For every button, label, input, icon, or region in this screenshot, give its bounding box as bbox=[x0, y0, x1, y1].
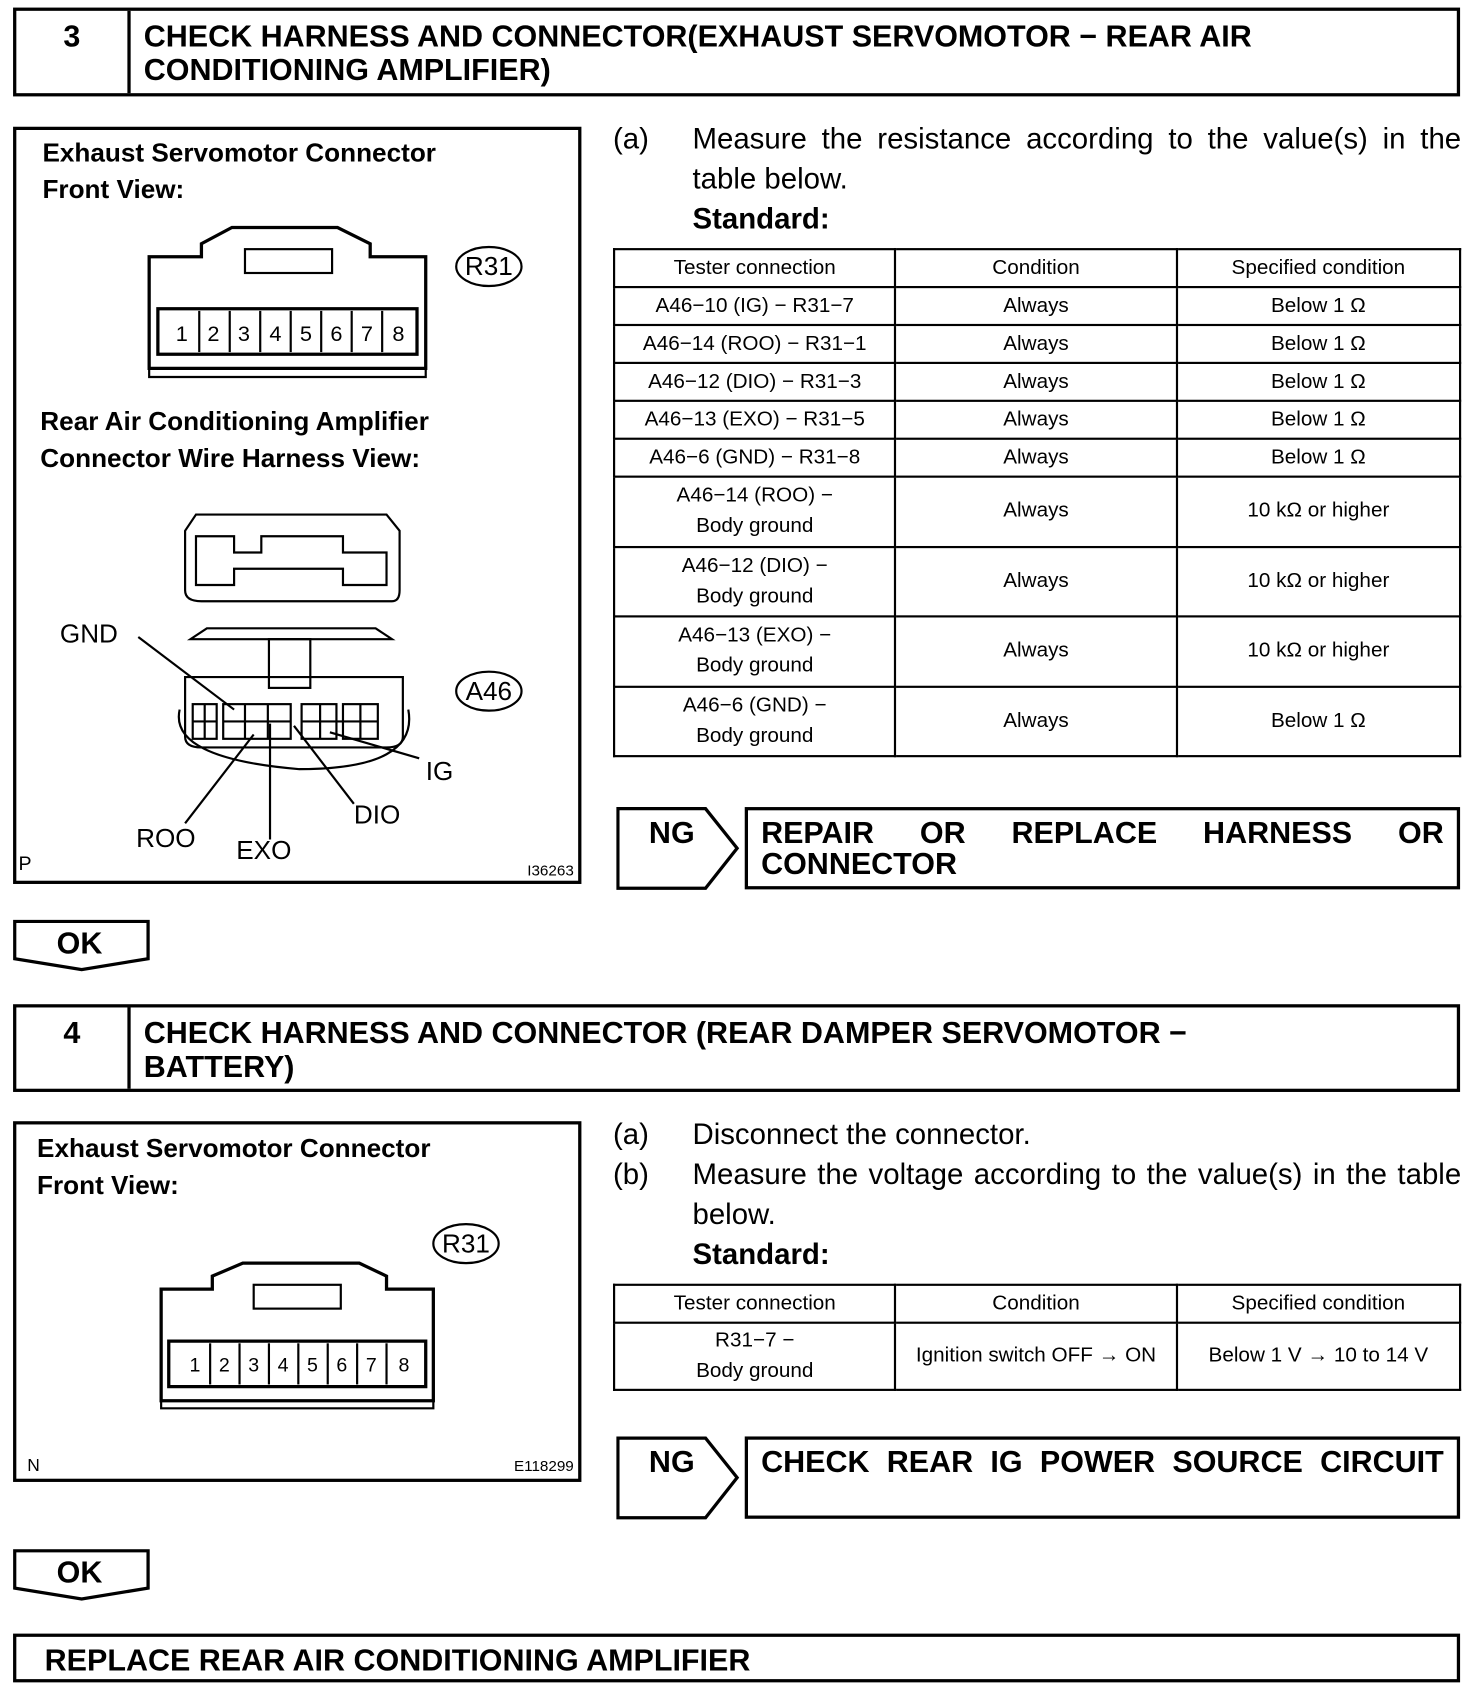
standard-label: Standard: bbox=[692, 1238, 830, 1271]
word: REPAIR bbox=[761, 815, 875, 850]
corner-letter: N bbox=[27, 1455, 40, 1476]
cell-text: A46−13 (EXO) − bbox=[678, 624, 832, 648]
figure-label-line: Rear Air Conditioning Amplifier bbox=[40, 407, 429, 437]
instruction-text: table below. bbox=[692, 162, 848, 195]
step-tag: (a) bbox=[612, 122, 649, 155]
word: POWER bbox=[1039, 1445, 1156, 1479]
condition-cell: Always bbox=[895, 686, 1176, 756]
cell-text: A46−6 (GND) − R31−8 bbox=[649, 445, 861, 469]
tester-connection-cell bbox=[614, 616, 895, 686]
connector-diagram bbox=[16, 1124, 578, 1478]
column-header: Tester connection bbox=[614, 249, 895, 287]
step-title bbox=[131, 11, 1457, 93]
connector-id: R31 bbox=[442, 1228, 490, 1259]
word: OR bbox=[919, 815, 966, 850]
terminal-label-exo: EXO bbox=[236, 835, 292, 866]
figure-label-line: Exhaust Servomotor Connector bbox=[42, 138, 436, 168]
step-3-instructions bbox=[613, 119, 1462, 249]
pin-label: 2 bbox=[207, 321, 220, 347]
specified-condition-cell: Below 1 Ω bbox=[1177, 439, 1460, 477]
cell-text: A46−13 (EXO) − R31−5 bbox=[644, 407, 865, 431]
specified-condition-cell: Below 1 Ω bbox=[1177, 401, 1460, 439]
step-number: 4 bbox=[16, 1007, 130, 1088]
step-4-header bbox=[13, 1004, 1460, 1092]
step-title-line: BATTERY) bbox=[143, 1049, 295, 1084]
cell-text: A46−6 (GND) − bbox=[682, 694, 827, 717]
pin-label: 4 bbox=[269, 321, 282, 347]
step-4-instructions bbox=[613, 1115, 1462, 1277]
ng-result bbox=[745, 1436, 1460, 1518]
cell-text: A46−10 (IG) − R31−7 bbox=[655, 294, 854, 317]
ng-result bbox=[745, 807, 1460, 889]
final-action: REPLACE REAR AIR CONDITIONING AMPLIFIER bbox=[13, 1634, 1460, 1683]
tester-connection-cell bbox=[614, 363, 895, 401]
cell-text: R31−7 − bbox=[715, 1329, 795, 1352]
condition-cell: Always bbox=[895, 616, 1176, 686]
terminal-label-dio: DIO bbox=[353, 799, 401, 830]
word: REPLACE bbox=[1011, 815, 1158, 850]
pin-label: 5 bbox=[299, 321, 313, 347]
table-row bbox=[614, 439, 1460, 477]
tester-connection-cell bbox=[614, 477, 895, 547]
instruction-text: Measure the resistance according to the value(s) in the bbox=[692, 122, 1462, 155]
cell-text: A46−12 (DIO) − R31−3 bbox=[648, 369, 862, 393]
pin-label: 1 bbox=[189, 1354, 201, 1377]
step-title bbox=[131, 1007, 1457, 1088]
column-header: Specified condition bbox=[1177, 249, 1460, 287]
tester-connection-cell bbox=[614, 547, 895, 617]
cell-text: Body ground bbox=[696, 514, 814, 538]
cell-text: Body ground bbox=[696, 654, 814, 678]
terminal-label-ig: IG bbox=[425, 756, 454, 786]
specified-condition-cell: 10 kΩ or higher bbox=[1177, 477, 1460, 547]
table-row bbox=[614, 616, 1460, 686]
pin-label: 5 bbox=[307, 1354, 318, 1377]
instruction-text: Disconnect the connector. bbox=[692, 1117, 1031, 1151]
specified-condition-cell: Below 1 V → 10 to 14 V bbox=[1177, 1323, 1460, 1390]
connector-id: R31 bbox=[464, 251, 513, 282]
figure-code: E118299 bbox=[513, 1458, 574, 1476]
pin-label: 4 bbox=[277, 1354, 289, 1377]
pin-label: 8 bbox=[398, 1354, 410, 1377]
ng-result-line bbox=[761, 1446, 1444, 1477]
word: SOURCE bbox=[1172, 1445, 1303, 1479]
standard-label: Standard: bbox=[692, 202, 830, 236]
pin-label: 3 bbox=[248, 1354, 260, 1377]
corner-letter: P bbox=[18, 852, 32, 875]
tester-connection-cell bbox=[614, 325, 895, 363]
specified-condition-cell: Below 1 Ω bbox=[1177, 363, 1460, 401]
step-title-line: CHECK HARNESS AND CONNECTOR(EXHAUST SERVOMOTOR − REAR AIR bbox=[143, 19, 1252, 54]
condition-cell: Always bbox=[895, 287, 1176, 325]
condition-cell: Always bbox=[895, 325, 1176, 363]
word: CIRCUIT bbox=[1320, 1445, 1444, 1479]
step-title-line: CHECK HARNESS AND CONNECTOR (REAR DAMPER SERVOMOTOR − bbox=[143, 1016, 1187, 1050]
cell-text: Body ground bbox=[696, 1359, 814, 1383]
step-3-figure bbox=[13, 127, 581, 884]
tester-connection-cell bbox=[614, 439, 895, 477]
word: HARNESS bbox=[1203, 815, 1353, 850]
step-tag: (b) bbox=[612, 1158, 649, 1191]
word: OR bbox=[1398, 815, 1444, 850]
column-header: Condition bbox=[895, 1285, 1176, 1323]
figure-label-line: Connector Wire Harness View: bbox=[40, 444, 421, 474]
pin-label: 7 bbox=[365, 1354, 377, 1377]
ok-label: OK bbox=[56, 1555, 103, 1590]
table-row bbox=[614, 477, 1460, 547]
column-header: Condition bbox=[895, 249, 1176, 287]
condition-cell: Ignition switch OFF → ON bbox=[895, 1323, 1176, 1390]
terminal-label-roo: ROO bbox=[136, 823, 196, 854]
word: IG bbox=[990, 1445, 1023, 1479]
instruction-text: below. bbox=[692, 1198, 776, 1231]
table-row bbox=[614, 547, 1460, 617]
specified-condition-cell: Below 1 Ω bbox=[1177, 287, 1460, 325]
condition-cell: Always bbox=[895, 547, 1176, 617]
step-4-figure bbox=[13, 1121, 581, 1482]
pin-label: 2 bbox=[218, 1354, 230, 1377]
condition-cell: Always bbox=[895, 477, 1176, 547]
condition-cell: Always bbox=[895, 363, 1176, 401]
step-title-line: CONDITIONING AMPLIFIER) bbox=[143, 53, 551, 87]
figure-code: I36263 bbox=[527, 862, 574, 880]
tester-connection-cell bbox=[614, 1323, 895, 1390]
pin-label: 6 bbox=[336, 1354, 348, 1377]
word: CHECK bbox=[761, 1445, 870, 1479]
instruction-text: Measure the voltage according to the value(s) in the table bbox=[692, 1158, 1462, 1191]
connector-diagram bbox=[16, 130, 578, 881]
cell-text: Body ground bbox=[696, 724, 814, 748]
cell-text: A46−14 (ROO) − bbox=[676, 484, 833, 508]
specified-condition-cell: 10 kΩ or higher bbox=[1177, 616, 1460, 686]
ng-label: NG bbox=[648, 1445, 695, 1479]
tester-connection-cell bbox=[614, 401, 895, 439]
figure-label-line: Front View: bbox=[37, 1171, 179, 1201]
step-3-header bbox=[13, 8, 1460, 97]
pin-label: 3 bbox=[237, 321, 250, 347]
ng-result-line: CONNECTOR bbox=[761, 847, 957, 881]
figure-label-line: Exhaust Servomotor Connector bbox=[37, 1134, 431, 1164]
figure-label-line: Front View: bbox=[42, 175, 185, 205]
table-row bbox=[614, 287, 1460, 325]
specified-condition-cell: Below 1 Ω bbox=[1177, 686, 1460, 756]
table-row bbox=[614, 686, 1460, 756]
table-row bbox=[614, 1323, 1460, 1390]
condition-cell: Always bbox=[895, 401, 1176, 439]
ok-label: OK bbox=[56, 926, 103, 960]
pin-label: 6 bbox=[330, 321, 343, 347]
cell-text: A46−12 (DIO) − bbox=[681, 554, 828, 578]
resistance-table bbox=[613, 248, 1461, 757]
specified-condition-cell: 10 kΩ or higher bbox=[1177, 547, 1460, 617]
terminal-label-gnd: GND bbox=[59, 618, 118, 649]
voltage-table bbox=[613, 1284, 1461, 1391]
ok-branch bbox=[13, 1549, 150, 1599]
step-tag: (a) bbox=[612, 1117, 649, 1151]
ok-branch bbox=[13, 920, 150, 970]
cell-text: Body ground bbox=[696, 584, 814, 608]
pin-label: 1 bbox=[175, 321, 188, 347]
table-row bbox=[614, 325, 1460, 363]
tester-connection-cell bbox=[614, 686, 895, 756]
tester-connection-cell bbox=[614, 287, 895, 325]
connector-id: A46 bbox=[465, 675, 513, 706]
column-header: Tester connection bbox=[614, 1285, 895, 1323]
figure-label bbox=[40, 404, 429, 478]
condition-cell: Always bbox=[895, 439, 1176, 477]
ng-result-line bbox=[761, 817, 1444, 848]
table-row bbox=[614, 363, 1460, 401]
table-row bbox=[614, 401, 1460, 439]
column-header: Specified condition bbox=[1177, 1285, 1460, 1323]
cell-text: A46−14 (ROO) − R31−1 bbox=[642, 332, 867, 355]
step-number: 3 bbox=[16, 11, 130, 93]
specified-condition-cell: Below 1 Ω bbox=[1177, 325, 1460, 363]
pin-label: 8 bbox=[392, 321, 405, 347]
pin-label: 7 bbox=[360, 321, 373, 347]
word: REAR bbox=[886, 1445, 974, 1479]
ng-label: NG bbox=[648, 815, 695, 850]
